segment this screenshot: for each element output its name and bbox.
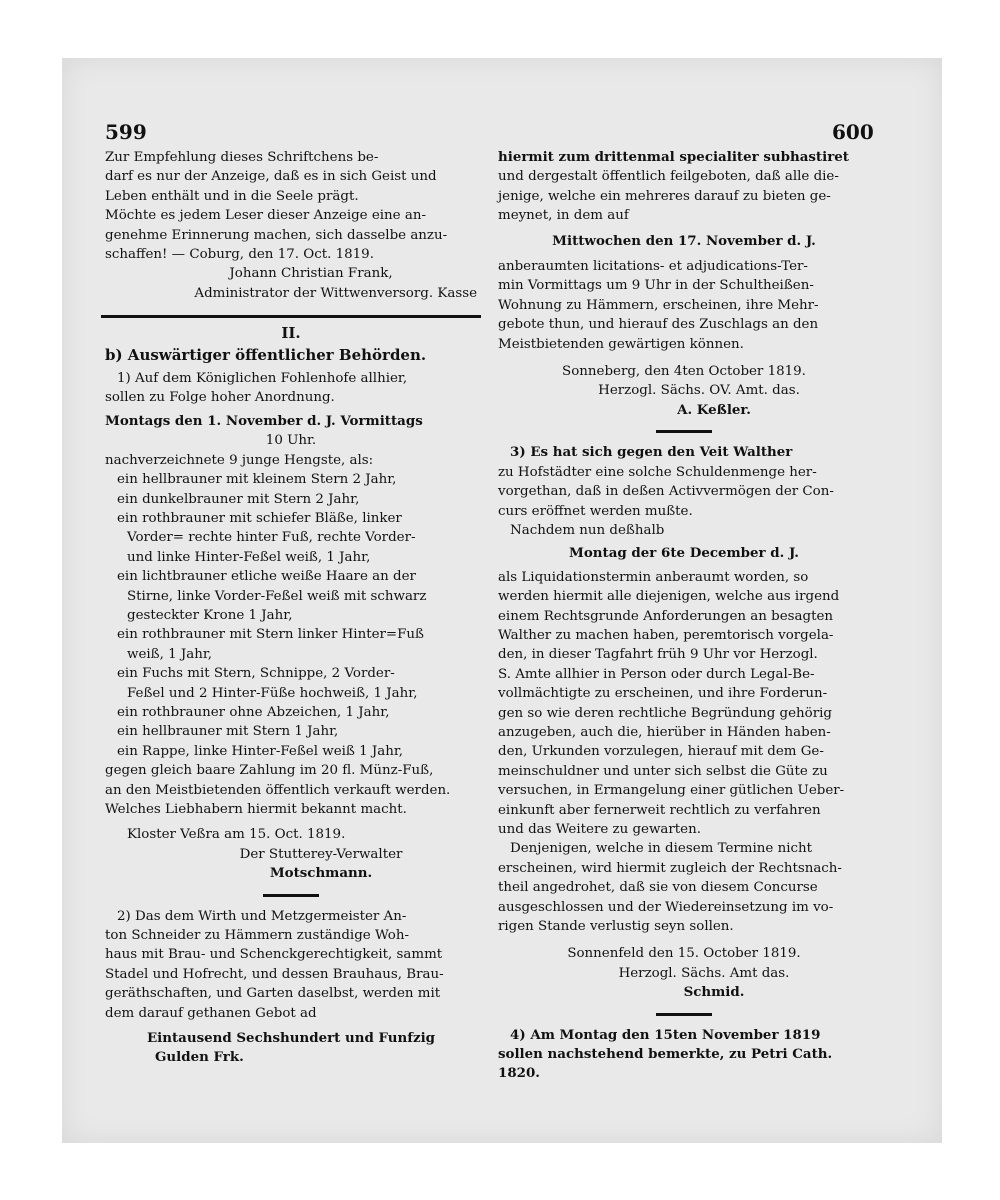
official-name: A. Keßler. — [677, 401, 751, 418]
text-line: 1) Auf dem Königlichen Fohlenhofe allhier, — [117, 371, 408, 387]
text-line: Meistbietenden gewärtigen können. — [498, 336, 744, 352]
list-item: ein hellbrauner mit Stern 1 Jahr, — [117, 724, 339, 740]
list-item: weiß, 1 Jahr, — [127, 646, 213, 662]
section-heading: b) Auswärtiger öffentlicher Behörden. — [105, 345, 427, 364]
place-date: Sonneberg, den 4ten October 1819. — [562, 364, 806, 380]
text-line: und dergestalt öffentlich feilgeboten, daß alle die- — [498, 169, 839, 185]
text-line: schaffen! — Coburg, den 17. Oct. 1819. — [105, 247, 374, 263]
notice-2 — [105, 907, 477, 1023]
list-item: Welches Liebhabern hiermit bekannt macht. — [105, 802, 407, 817]
list-item: ein rothbrauner mit Stern linker Hinter=Fuß — [117, 627, 424, 643]
text-line: hiermit zum drittenmal specialiter subhastiret — [498, 149, 849, 165]
text-line: Leben enthält und in die Seele prägt. — [105, 188, 359, 204]
text-line: versuchen, in Ermangelung einer gütlichen Ueber- — [498, 783, 845, 799]
item-divider — [263, 894, 319, 897]
section-divider — [101, 315, 481, 318]
list-item: ein Rappe, linke Hinter-Feßel weiß 1 Jahr, — [117, 743, 404, 759]
left-column — [105, 148, 477, 1068]
list-item: ein rothbrauner mit schiefer Bläße, linker — [117, 510, 402, 526]
notice-3 — [498, 443, 870, 936]
signature-name: Johann Christian Frank, — [229, 266, 393, 282]
text-line: als Liquidationstermin anberaumt worden, so — [498, 569, 809, 585]
list-item: gesteckter Krone 1 Jahr, — [127, 607, 293, 623]
list-item: ein rothbrauner ohne Abzeichen, 1 Jahr, — [117, 704, 390, 720]
price-currency: Gulden Frk. — [155, 1049, 244, 1066]
text-line: den, in dieser Tagfahrt früh 9 Uhr vor Herzogl. — [498, 647, 818, 663]
section-number: II. — [281, 324, 301, 343]
text-line: darf es nur der Anzeige, daß es in sich Geist und — [105, 169, 437, 185]
list-item: ein dunkelbrauner mit Stern 2 Jahr, — [117, 491, 360, 507]
text-line: Denjenigen, welche in diesem Termine nicht — [510, 841, 812, 857]
text-line: jenige, welche ein mehreres darauf zu bieten ge- — [498, 188, 831, 204]
office-name: Herzogl. Sächs. Amt das. — [618, 965, 790, 981]
list-item: Feßel und 2 Hinter-Füße hochweiß, 1 Jahr, — [127, 685, 418, 701]
right-column — [498, 148, 870, 1084]
page-number-left: 599 — [105, 120, 147, 144]
text-line: 3) Es hat sich gegen den Veit Walther — [510, 444, 793, 461]
horse-list — [105, 451, 477, 820]
text-line: sollen zu Folge hoher Anordnung. — [105, 390, 335, 406]
auction-date: Mittwochen den 17. November d. J. — [552, 232, 816, 249]
text-line: gebote thun, und hierauf des Zuschlags an den — [498, 317, 819, 333]
text-line: dem darauf gethanen Gebot ad — [105, 1005, 317, 1021]
text-line: den, Urkunden vorzulegen, hierauf mit dem Ge- — [498, 744, 824, 760]
text-line: einem Rechtsgrunde Anforderungen an besagten — [498, 608, 834, 624]
office-name: Herzogl. Sächs. OV. Amt. das. — [598, 383, 800, 399]
text-line: S. Amte allhier in Person oder durch Legal-Be- — [498, 666, 815, 682]
text-line: meinschuldner und unter sich selbst die Güte zu — [498, 763, 828, 779]
price-amount: Eintausend Sechshundert und Funfzig — [146, 1030, 436, 1047]
list-item: ein Fuchs mit Stern, Schnippe, 2 Vorder- — [117, 666, 395, 682]
list-item: ein hellbrauner mit kleinem Stern 2 Jahr, — [117, 472, 397, 488]
text-line: und das Weitere zu gewarten. — [498, 822, 701, 837]
text-line: curs eröffnet werden mußte. — [498, 503, 693, 519]
text-line: ton Schneider zu Hämmern zuständige Woh- — [105, 928, 410, 944]
text-line: werden hiermit alle diejenigen, welche aus irgend — [498, 589, 840, 605]
list-item: ein lichtbrauner etliche weiße Haare an der — [117, 569, 416, 585]
text-line: sollen nachstehend bemerkte, zu Petri Cath. 1820. — [498, 1046, 833, 1082]
list-item: Stirne, linke Vorder-Feßel weiß mit schwarz — [127, 588, 427, 604]
text-line: theil angedrohet, daß sie von diesem Concurse — [498, 880, 818, 896]
text-line: Walther zu machen haben, peremtorisch vorgela- — [498, 627, 834, 643]
text-line: Nachdem nun deßhalb — [510, 522, 665, 538]
text-line: geräthschaften, und Garten daselbst, werden mit — [105, 986, 441, 1002]
text-line: genehme Erinnerung machen, sich dasselbe anzu- — [105, 227, 448, 243]
official-name: Motschmann. — [269, 865, 373, 882]
text-line: gen so wie deren rechtliche Begründung gehörig — [498, 705, 832, 721]
liquidation-date: Montag der 6te December d. J. — [569, 545, 799, 562]
place-date: Kloster Veßra am 15. Oct. 1819. — [127, 827, 346, 843]
text-line: meynet, in dem auf — [498, 208, 629, 224]
auction-time: 10 Uhr. — [265, 433, 317, 449]
text-line: Zur Empfehlung dieses Schriftchens be- — [105, 150, 379, 165]
list-item: an den Meistbietenden öffentlich verkauft werden. — [105, 782, 451, 798]
text-line: einkunft aber fernerweit rechtlich zu verfahren — [498, 802, 821, 818]
text-line: anberaumten licitations- et adjudications-Ter- — [498, 259, 808, 275]
text-line: ausgeschlossen und der Wiedereinsetzung im vo- — [498, 899, 834, 915]
text-line: vorgethan, daß in deßen Activvermögen der Con- — [498, 484, 834, 500]
text-line: vollmächtigte zu erscheinen, und ihre Forderun- — [498, 686, 828, 702]
list-item: Vorder= rechte hinter Fuß, rechte Vorder- — [127, 530, 416, 546]
official-name: Schmid. — [683, 984, 745, 1001]
text-line: 4) Am Montag den 15ten November 1819 — [510, 1026, 821, 1043]
list-item: nachverzeichnete 9 junge Hengste, als: — [105, 452, 374, 468]
text-line: haus mit Brau- und Schenckgerechtigkeit, sammt — [105, 947, 443, 963]
item-divider — [656, 1013, 712, 1016]
text-line: anzugeben, auch die, hierüber in Händen haben- — [498, 724, 831, 740]
signature-title: Administrator der Wittwenversorg. Kasse — [194, 285, 477, 301]
page-number-right: 600 — [832, 120, 874, 144]
auction-date: Montags den 1. November d. J. Vormittags — [105, 412, 423, 429]
text-line: zu Hofstädter eine solche Schuldenmenge her- — [498, 464, 817, 480]
list-item: und linke Hinter-Feßel weiß, 1 Jahr, — [127, 549, 371, 565]
list-item: gegen gleich baare Zahlung im 20 fl. Münz-Fuß, — [105, 763, 434, 779]
text-line: Wohnung zu Hämmern, erscheinen, ihre Mehr- — [498, 297, 819, 313]
intro-paragraph — [105, 148, 477, 264]
text-line: min Vormittags um 9 Uhr in der Schultheißen- — [498, 278, 814, 294]
text-line: 2) Das dem Wirth und Metzgermeister An- — [117, 908, 407, 924]
item-divider — [656, 430, 712, 433]
text-line: erscheinen, wird hiermit zugleich der Rechtsnach- — [498, 860, 842, 876]
text-line: Möchte es jedem Leser dieser Anzeige eine an- — [105, 208, 426, 224]
text-line: rigen Stande verlustig seyn sollen. — [498, 919, 734, 935]
place-date: Sonnenfeld den 15. October 1819. — [567, 946, 801, 962]
official-title: Der Stutterey-Verwalter — [239, 846, 403, 862]
text-line: Stadel und Hofrecht, und dessen Brauhaus, Brau- — [105, 966, 444, 982]
